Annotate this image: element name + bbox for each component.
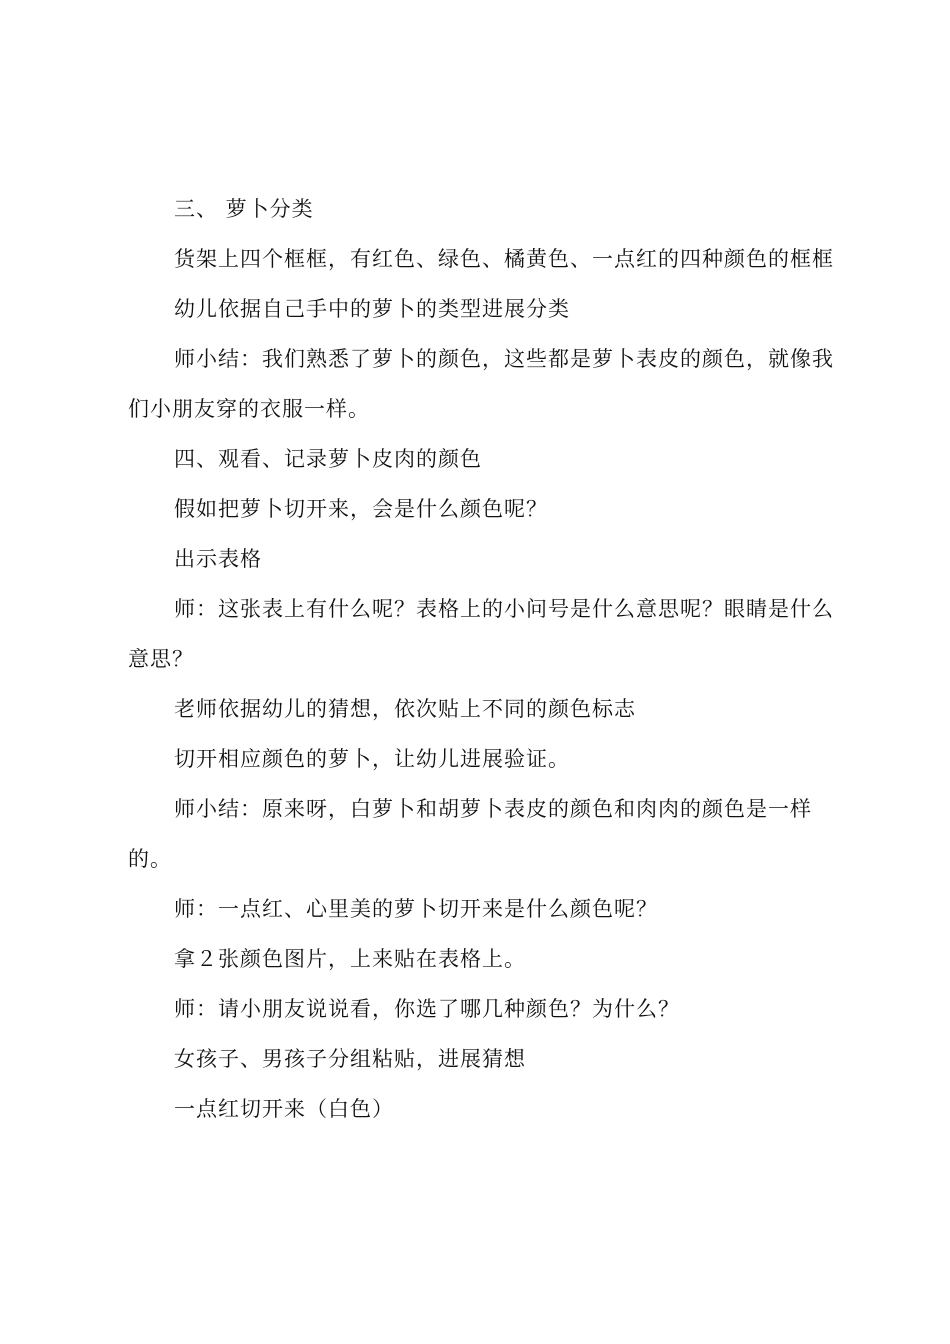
paragraph: 拿２张颜色图片，上来贴在表格上。 bbox=[174, 947, 526, 971]
paragraph: 师小结：我们熟悉了萝卜的颜色，这些都是萝卜表皮的颜色，就像我们小朋友穿的衣服一样。 bbox=[128, 347, 834, 421]
paragraph: 货架上四个框框，有红色、绿色、橘黄色、一点红的四种颜色的框框 bbox=[174, 247, 834, 271]
paragraph: 一点红切开来（白色） bbox=[174, 1097, 394, 1121]
paragraph: 老师依据幼儿的猜想，依次贴上不同的颜色标志 bbox=[174, 697, 636, 721]
paragraph: 师：请小朋友说说看，你选了哪几种颜色？为什么？ bbox=[174, 997, 680, 1021]
section-heading: 四、观看、记录萝卜皮肉的颜色 bbox=[174, 447, 482, 471]
section-heading: 三、 萝卜分类 bbox=[174, 197, 314, 221]
document-body bbox=[128, 184, 840, 1134]
paragraph: 假如把萝卜切开来，会是什么颜色呢？ bbox=[174, 497, 548, 521]
paragraph: 女孩子、男孩子分组粘贴，进展猜想 bbox=[174, 1047, 526, 1071]
paragraph: 师小结：原来呀，白萝卜和胡萝卜表皮的颜色和肉肉的颜色是一样的。 bbox=[128, 797, 812, 871]
paragraph: 师：这张表上有什么呢？表格上的小问号是什么意思呢？眼睛是什么意思？ bbox=[128, 597, 834, 671]
paragraph: 幼儿依据自己手中的萝卜的类型进展分类 bbox=[174, 297, 570, 321]
paragraph: 出示表格 bbox=[174, 547, 262, 571]
paragraph: 师：一点红、心里美的萝卜切开来是什么颜色呢？ bbox=[174, 897, 658, 921]
paragraph: 切开相应颜色的萝卜，让幼儿进展验证。 bbox=[174, 747, 570, 771]
